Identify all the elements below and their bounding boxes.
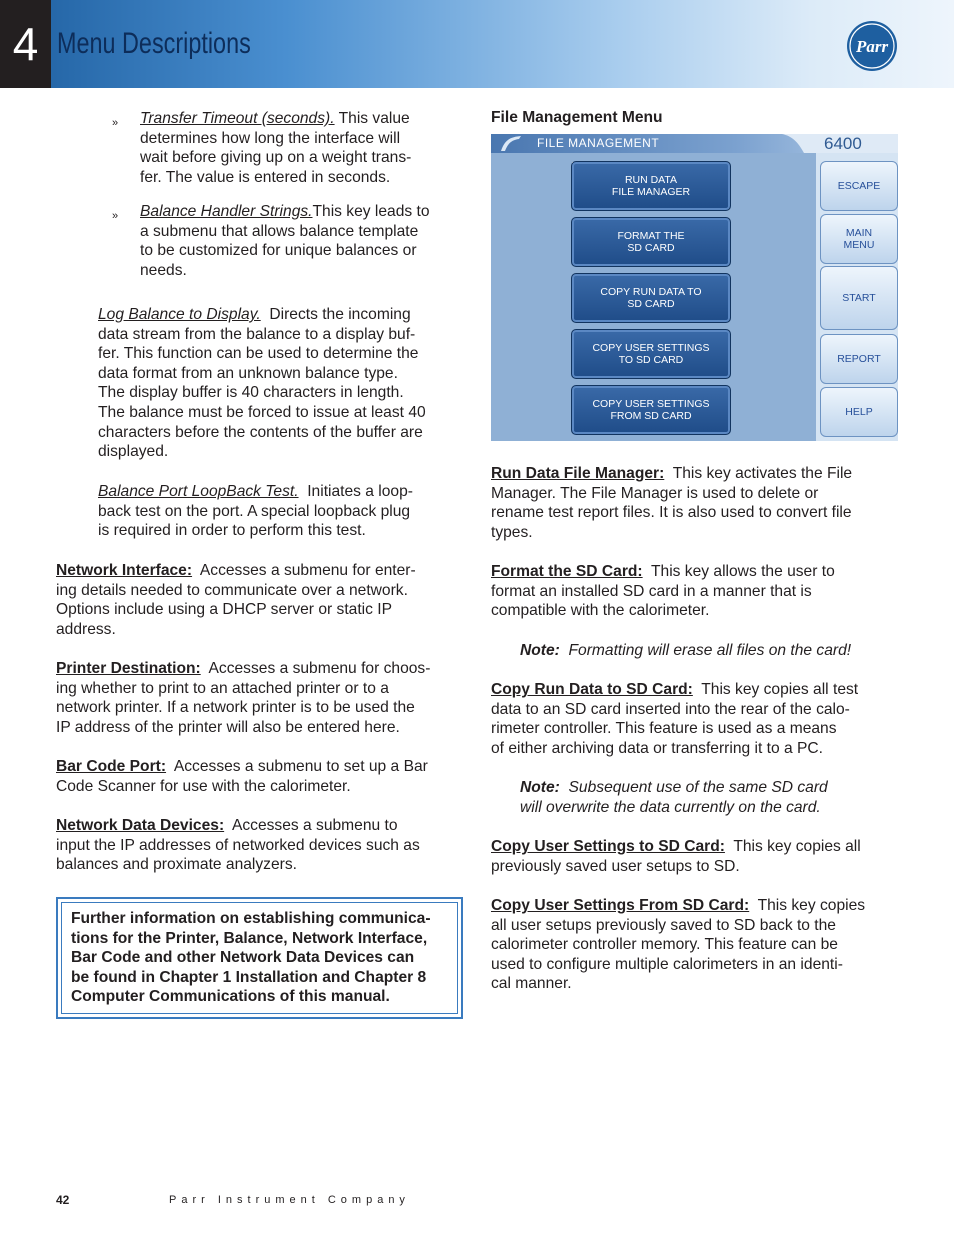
button-label: COPY RUN DATA TO <box>600 286 702 298</box>
info-box-text <box>71 909 446 1007</box>
main-menu-button[interactable] <box>820 214 898 264</box>
button-label: TO SD CARD <box>618 354 684 366</box>
copy-run-item <box>491 680 901 758</box>
text-line: of either archiving data or transferring it to a PC. <box>491 739 823 757</box>
bar-code-title: Bar Code Port: <box>56 758 167 775</box>
text-line: previously saved user setups to SD. <box>491 857 740 875</box>
screen-logo-icon <box>497 135 523 152</box>
text-line: IP address of the printer will also be entered here. <box>56 718 400 736</box>
log-balance-title: Log Balance to Display. <box>98 306 261 323</box>
parr-logo <box>846 20 898 72</box>
button-label: FILE MANAGER <box>611 186 691 198</box>
text-line: input the IP addresses of networked devices such as <box>56 836 420 854</box>
transfer-timeout-item <box>140 109 470 187</box>
screen-swoosh-icon <box>782 134 808 153</box>
text-line: all user setups previously saved to SD back to the <box>491 916 836 934</box>
chapter-title: Menu Descriptions <box>57 27 251 60</box>
text-line: fer. The value is entered in seconds. <box>140 168 391 186</box>
text-line: ing details needed to communicate over a network. <box>56 581 408 599</box>
button-label: MAIN <box>845 227 873 239</box>
text-line: a submenu that allows balance template <box>140 222 419 240</box>
bar-code-item <box>56 757 466 796</box>
printer-destination-title: Printer Destination: <box>56 660 201 677</box>
loopback-item <box>98 482 468 541</box>
format-item <box>491 562 901 621</box>
bar-code-text: Accesses a submenu to set up a Bar <box>173 758 428 775</box>
network-interface-item <box>56 561 466 639</box>
copy-run-title: Copy Run Data to SD Card: <box>491 681 693 698</box>
network-data-title: Network Data Devices: <box>56 817 225 834</box>
text-line: back test on the port. A special loopback plug <box>98 502 411 520</box>
text-line: network printer. If a network printer is to be used the <box>56 699 415 717</box>
format-sd-card-button[interactable] <box>571 217 731 267</box>
loopback-text: Initiates a loop- <box>307 483 413 500</box>
network-data-item <box>56 816 466 875</box>
copy-run-data-button[interactable] <box>571 273 731 323</box>
button-label: SD CARD <box>627 242 675 254</box>
note-label: Note: <box>520 779 560 796</box>
note-overwrite <box>520 778 900 817</box>
text-line: Further information on establishing communica- <box>71 910 431 927</box>
button-label: START <box>842 292 876 304</box>
text-line: tions for the Printer, Balance, Network Interface, <box>71 929 428 947</box>
section-title: File Management Menu <box>491 109 663 126</box>
log-balance-item <box>98 305 468 462</box>
text-line: rename test report files. It is also used to convert file <box>491 504 852 522</box>
balance-handler-text: This key leads to <box>312 203 430 220</box>
text-line: compatible with the calorimeter. <box>491 602 710 620</box>
transfer-timeout-title: Transfer Timeout (seconds). <box>140 110 335 127</box>
run-data-title: Run Data File Manager: <box>491 465 665 482</box>
format-title: Format the SD Card: <box>491 563 643 580</box>
text-line: The balance must be forced to issue at least 40 <box>98 403 426 421</box>
escape-button[interactable] <box>820 161 898 211</box>
model-number: 6400 <box>806 134 898 153</box>
note-text: Subsequent use of the same SD card <box>568 779 828 796</box>
printer-destination-item <box>56 659 466 737</box>
button-label: COPY USER SETTINGS <box>592 398 710 410</box>
copy-user-from-text: This key copies <box>757 897 866 914</box>
text-line: data stream from the balance to a display buf- <box>98 325 416 343</box>
copy-user-settings-to-button[interactable] <box>571 329 731 379</box>
printer-destination-text: Accesses a submenu for choos- <box>208 660 431 677</box>
network-interface-title: Network Interface: <box>56 562 193 579</box>
report-button[interactable] <box>820 334 898 384</box>
text-line: to be customized for unique balances or <box>140 242 417 260</box>
text-line: calorimeter controller memory. This feature can be <box>491 936 838 954</box>
bullet-mark: » <box>112 210 119 222</box>
copy-user-to-text: This key copies all <box>733 838 861 855</box>
button-label: SD CARD <box>627 298 675 310</box>
help-button[interactable] <box>820 387 898 437</box>
button-label: MENU <box>843 239 875 251</box>
text-line: characters before the contents of the buffer are <box>98 423 423 441</box>
text-line: is required in order to perform this test. <box>98 522 366 540</box>
run-data-file-manager-button[interactable] <box>571 161 731 211</box>
network-interface-text: Accesses a submenu for enter- <box>199 562 416 579</box>
file-management-screenshot <box>491 134 898 441</box>
text-line: used to configure multiple calorimeters in an identi- <box>491 955 843 973</box>
button-label: HELP <box>845 406 873 418</box>
text-line: fer. This function can be used to determine the <box>98 345 419 363</box>
text-line: data to an SD card inserted into the rear of the calo- <box>491 700 850 718</box>
note-label: Note: <box>520 642 560 659</box>
log-balance-text: Directs the incoming <box>269 306 411 323</box>
balance-handler-title: Balance Handler Strings. <box>140 203 313 220</box>
text-line: rimeter controller. This feature is used as a means <box>491 720 837 738</box>
chapter-header <box>0 0 954 88</box>
balance-handler-item <box>140 202 470 280</box>
network-data-text: Accesses a submenu to <box>231 817 398 834</box>
text-line: ing whether to print to an attached printer or to a <box>56 679 389 697</box>
run-data-text: This key activates the File <box>672 465 853 482</box>
svg-text:Parr: Parr <box>855 37 889 56</box>
start-button[interactable] <box>820 266 898 330</box>
format-text: This key allows the user to <box>651 563 835 580</box>
copy-user-to-item <box>491 837 901 876</box>
text-line: address. <box>56 620 116 638</box>
copy-user-from-item <box>491 896 901 994</box>
text-line: data format from an unknown balance type. <box>98 364 398 382</box>
text-line: Manager. The File Manager is used to delete or <box>491 484 819 502</box>
company-name: Parr Instrument Company <box>169 1194 410 1206</box>
text-line: Options include using a DHCP server or static IP <box>56 601 392 619</box>
text-line: balances and proximate analyzers. <box>56 856 297 874</box>
copy-user-from-title: Copy User Settings From SD Card: <box>491 897 750 914</box>
text-line: will overwrite the data currently on the card. <box>520 798 821 816</box>
text-line: The display buffer is 40 characters in length. <box>98 384 404 402</box>
button-label: FORMAT THE <box>617 230 685 242</box>
chapter-number: 4 <box>0 0 51 88</box>
text-line: be found in Chapter 1 Installation and Chapter 8 <box>71 968 427 986</box>
text-line: needs. <box>140 261 187 279</box>
text-line: displayed. <box>98 443 169 461</box>
button-label: RUN DATA <box>624 174 678 186</box>
note-format <box>520 641 900 661</box>
text-line: types. <box>491 523 533 541</box>
run-data-item <box>491 464 901 542</box>
info-box <box>56 897 463 1019</box>
page-number: 42 <box>56 1193 70 1207</box>
button-label: REPORT <box>837 353 881 365</box>
copy-run-text: This key copies all test <box>701 681 859 698</box>
screen-title: FILE MANAGEMENT <box>537 136 660 150</box>
text-line: cal manner. <box>491 975 572 993</box>
button-label: FROM SD CARD <box>610 410 692 422</box>
copy-user-settings-from-button[interactable] <box>571 385 731 435</box>
text-line: determines how long the interface will <box>140 129 401 147</box>
text-line: wait before giving up on a weight trans- <box>140 149 412 167</box>
text-line: Bar Code and other Network Data Devices can <box>71 949 415 967</box>
text-line: format an installed SD card in a manner that is <box>491 582 812 600</box>
note-text: Formatting will erase all files on the card! <box>568 642 852 659</box>
copy-user-to-title: Copy User Settings to SD Card: <box>491 838 725 855</box>
bullet-mark: » <box>112 117 119 129</box>
transfer-timeout-text: This value <box>338 110 410 127</box>
button-label: ESCAPE <box>837 180 881 192</box>
text-line: Code Scanner for use with the calorimeter. <box>56 777 351 795</box>
screen-title-bar <box>491 134 898 153</box>
text-line: Computer Communications of this manual. <box>71 988 390 1006</box>
loopback-title: Balance Port LoopBack Test. <box>98 483 299 500</box>
button-label: COPY USER SETTINGS <box>592 342 710 354</box>
